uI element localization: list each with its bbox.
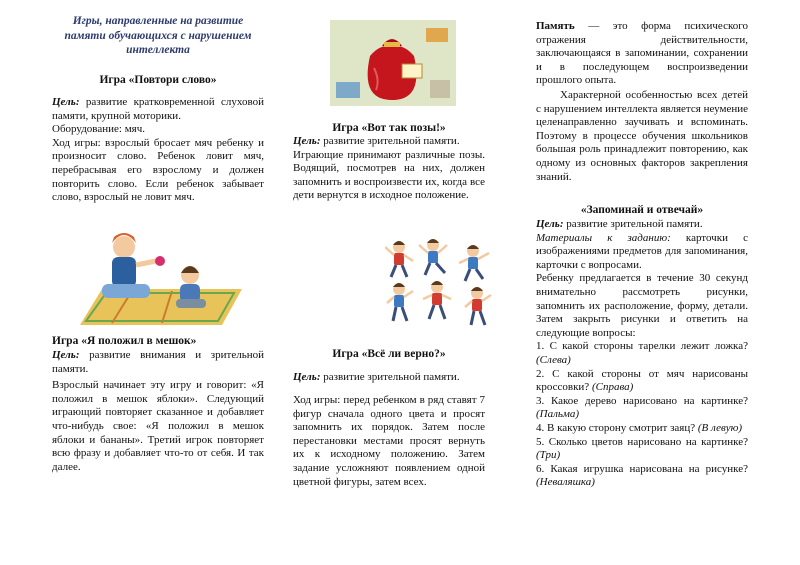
goal-label: Цель: [293, 135, 321, 147]
goal-text: развитие кратковременной слуховой памяти, крупной моторики. [52, 96, 264, 122]
game1-goal [52, 96, 264, 123]
question-answer: (Неваляшка) [536, 476, 595, 489]
question-answer: (Слева) [536, 353, 571, 366]
game5-goal [536, 218, 748, 232]
game2-title: Игра «Я положил в мешок» [52, 335, 197, 347]
goal-text: развитие зрительной памяти. [563, 218, 703, 230]
goal-label: Цель: [52, 349, 80, 361]
question-item [536, 368, 748, 395]
game1-body: Ход игры: взрослый бросает мяч ребенку и произносит слово. Ребенок ловит мяч, перебрасывая его взрослому и должен повторить слово. Если ребенок забывает слово, взрослый не ловит мяч. [52, 136, 264, 204]
game1-equipment: Оборудование: мяч. [52, 123, 145, 136]
game3-text [293, 135, 485, 203]
column-middle [293, 0, 485, 565]
question-item [536, 395, 748, 422]
game4-title: Игра «Всё ли верно?» [332, 348, 446, 360]
question-list [536, 340, 748, 490]
goal-label: Цель: [52, 96, 80, 108]
game4-goal [293, 371, 485, 385]
question-text: 1. С какой стороны тарелки лежит ложка? [536, 340, 748, 353]
game5-materials [536, 232, 748, 273]
question-text: 4. В какую сторону смотрит заяц? [536, 421, 698, 434]
game1-text [52, 96, 264, 205]
question-item [536, 436, 748, 463]
question-text: 6. Какая игрушка нарисована на рисунке? [536, 462, 748, 475]
goal-text: развитие зрительной памяти. [320, 135, 460, 147]
question-answer: (Справа) [591, 381, 634, 394]
brochure-title: Игры, направленные на развитие памяти обучающихся с нарушением интеллекта [64, 15, 252, 56]
game3-goal [293, 135, 485, 149]
column-right [536, 0, 748, 565]
poses-illustration [385, 237, 495, 329]
materials-text: карточки с изображениями предметов для запоминания, карточки с вопросами. [536, 231, 748, 271]
question-answer: (Пальма) [536, 408, 580, 421]
goal-label: Цель: [536, 218, 564, 230]
question-item [536, 422, 748, 436]
game1-title: Игра «Повтори слово» [99, 74, 217, 86]
question-text: 3. Какое дерево нарисовано на картинке? [536, 394, 748, 407]
column-left [52, 0, 264, 565]
game2-body: Взрослый начинает эту игру и говорит: «Я положил в мешок яблоки». Следующий играющий повторяет сказанное и добавляет что-нибудь свое: «Я положил в мешок яблоки и бананы». Третий игрок повторяет всю фразу и добавляет что-то от себя. И так далее. [52, 379, 264, 473]
play-illustration [72, 229, 242, 327]
game5-body: Ребенку предлагается в течение 30 секунд внимательно рассмотреть рисунки, запомнить их расположение, форму, детали. Затем закрыть рисунки и ответить на следующие вопросы: [536, 272, 748, 339]
question-answer: (Три) [536, 449, 561, 462]
memory-definition [536, 20, 748, 88]
materials-label: Материалы к заданию: [536, 231, 671, 244]
game5-title: «Запоминай и отвечай» [580, 204, 704, 216]
game3-title: Игра «Вот так позы!» [332, 122, 446, 134]
goal-text: развитие внимания и зрительной памяти. [52, 349, 264, 375]
goal-label: Цель: [293, 371, 321, 383]
question-answer: (В левую) [697, 421, 743, 434]
question-text: 2. С какой стороны от мяч нарисованы кроссовки? [536, 367, 748, 394]
question-text: 5. Сколько цветов нарисовано на картинке? [536, 435, 748, 448]
game2-text [52, 349, 264, 474]
game3-body: Играющие принимают различные позы. Водящий, посмотрев на них, должен запомнить и воспроизвести их, когда все дети вернутся в исходное положение. [293, 148, 485, 202]
bag-illustration [330, 20, 456, 106]
question-item [536, 463, 748, 490]
goal-text: развитие зрительной памяти. [320, 371, 460, 383]
memory-term: Память [536, 20, 575, 32]
game2-goal [52, 349, 264, 376]
question-item [536, 340, 748, 367]
memory-def: — это форма психического отражения действительности, заключающаяся в запоминании, сохранении и в последующем воспроизведении прошлого опыта. [536, 20, 748, 87]
game5-text [536, 218, 748, 490]
game4-body: Ход игры: перед ребенком в ряд ставят 7 фигур сначала одного цвета и просят запомнить их порядок. Затем после перестановки местами просят вернуть их к исходному положению. Затем задание усложняют появлением одной цветной фигуры, затем всех. [293, 394, 485, 488]
feature-paragraph: Характерной особенностью всех детей с нарушением интеллекта является неумение целенаправленно заучивать и вспоминать. Поэтому в процессе обучения школьников большая роль принадлежит повторению, как одному из основных факторов закрепления знаний. [536, 89, 748, 183]
